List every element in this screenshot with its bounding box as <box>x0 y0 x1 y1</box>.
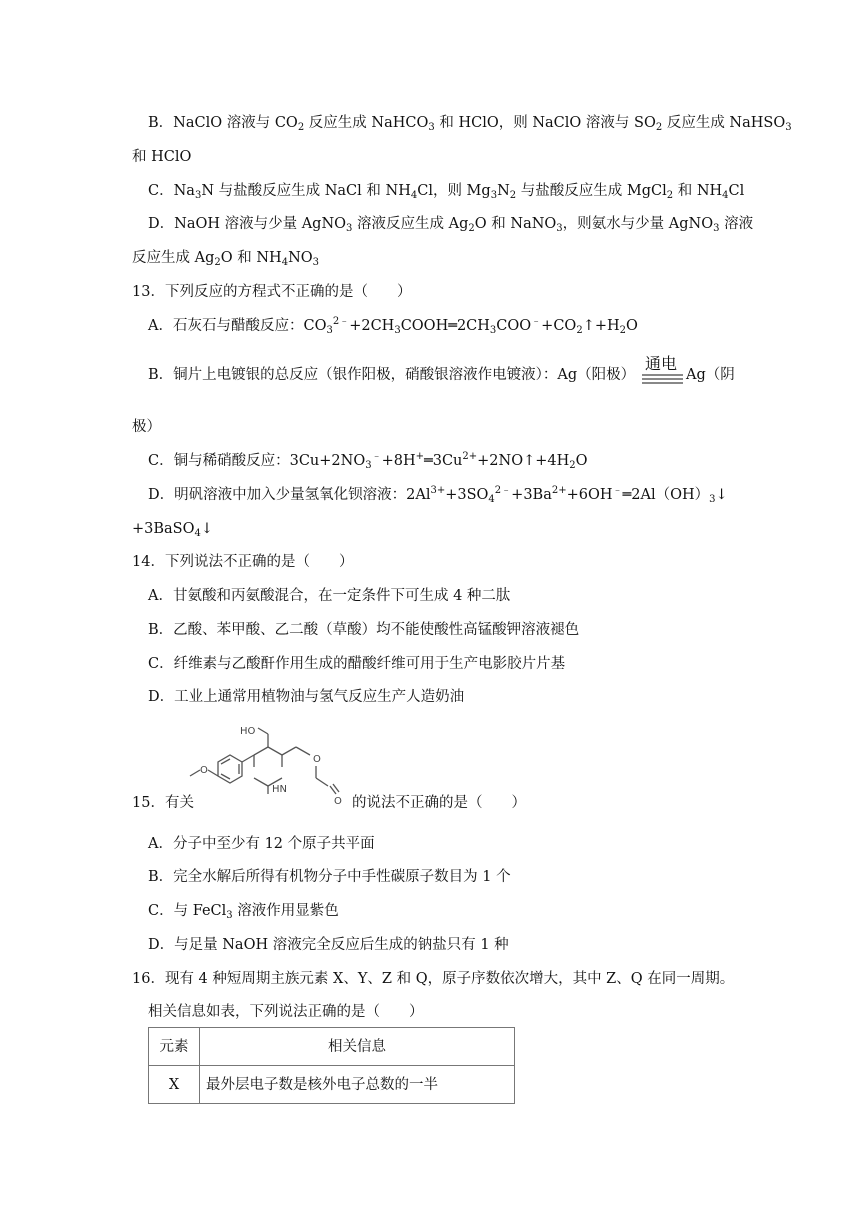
q14-option-c: C．纤维素与乙酸酐作用生成的醋酸纤维可用于生产电影胶片片基 <box>148 656 566 672</box>
q13-option-b-line2: 极） <box>132 419 161 435</box>
q13-option-d-line1: D．明矾溶液中加入少量氢氧化钡溶液：$2Al^{3+}+3SO_4^{2﹣}+3Ba^{2+}+6OH^﹣═2Al(OH)_3↓$ <box>148 485 728 505</box>
q15-option-c: C．与 FeCl$_3$ 溶液作用显紫色 <box>148 903 339 921</box>
q14-option-b: B．乙酸、苯甲酸、乙二酸（草酸）均不能使酸性高锰酸钾溶液褪色 <box>148 622 580 638</box>
q13-option-b-line1: B．铜片上电镀银的总反应（银作阳极，硝酸银溶液作电镀液）：Ag（阳极） <box>148 367 636 383</box>
q14-option-a: A．甘氨酸和丙氨酸混合，在一定条件下可生成 4 种二肽 <box>148 588 511 604</box>
q13-stem: 13．下列反应的方程式不正确的是（ ） <box>132 284 412 300</box>
table-row <box>149 1066 515 1104</box>
q12-option-d-line2: 反应生成 $Ag_2O$ 和 $NH_4NO_3$ <box>132 250 320 268</box>
table-header-row <box>149 1028 515 1066</box>
q13-option-a: A．石灰石与醋酸反应：$CO_3^{2﹣}+2CH_3COOH═2CH_3COO^﹣+CO_2↑+H_2O$ <box>148 316 638 336</box>
electrolysis-label: 通电 <box>645 354 678 373</box>
q14-stem: 14．下列说法不正确的是（ ） <box>132 554 354 570</box>
ring-o-label: O <box>313 754 321 765</box>
methoxy-o-label: O <box>200 765 208 776</box>
q13-option-c: C．铜与稀硝酸反应：$3Cu+2NO_3^﹣+8H^+═3Cu^{2+}+2NO↑+4H_2O$ <box>148 451 588 471</box>
table-header-cell: 相关信息 <box>200 1028 515 1066</box>
q12-option-d-line1: D．NaOH 溶液与少量 AgNO$_3$ 溶液反应生成 $Ag_2O$ 和 NaNO$_3$，则氨水与少量 AgNO$_3$ 溶液 <box>148 216 754 234</box>
table-header-cell: 元素 <box>149 1028 200 1066</box>
q15-stem-pre: 15．有关 <box>132 795 194 811</box>
molecule-structure <box>188 720 360 816</box>
q16-stem-line1: 16．现有 4 种短周期主族元素 X、Y、Z 和 Q，原子序数依次增大，其中 Z、Q 在同一周期。 <box>132 971 735 987</box>
q15-option-d: D．与足量 NaOH 溶液完全反应后生成的钠盐只有 1 种 <box>148 937 509 953</box>
q12-option-b-line2: 和 HClO <box>132 149 192 165</box>
structural-formula-image <box>188 720 360 816</box>
q15-stem-post: 的说法不正确的是（ ） <box>352 795 526 811</box>
hydroxyl-label: HO <box>240 726 256 737</box>
element-info-table <box>148 1027 515 1104</box>
q15-option-b: B．完全水解后所得有机物分子中手性碳原子数目为 1 个 <box>148 869 511 885</box>
table-cell: 最外层电子数是核外电子总数的一半 <box>200 1066 515 1104</box>
q12-option-c: C．$Na_3N$ 与盐酸反应生成 NaCl 和 $NH_4Cl$，则 $Mg_3N_2$ 与盐酸反应生成 MgCl$_2$ 和 $NH_4Cl$ <box>148 183 745 201</box>
carbonyl-o-label: O <box>334 796 342 807</box>
q15-option-a: A．分子中至少有 12 个原子共平面 <box>148 836 375 852</box>
q12-option-b-line1: B．NaClO 溶液与 $CO_2$ 反应生成 NaHCO$_3$ 和 HClO，则 NaClO 溶液与 $SO_2$ 反应生成 NaHSO$_3$ <box>148 115 792 133</box>
q13-option-b-tail: Ag（阴 <box>686 367 735 383</box>
electrolysis-condition <box>641 354 685 387</box>
q13-option-d-line2: +3BaSO$_4$↓ <box>132 521 214 539</box>
nh-label: HN <box>272 784 287 795</box>
q14-option-d: D．工业上通常用植物油与氢气反应生产人造奶油 <box>148 689 465 705</box>
table-cell: X <box>149 1066 200 1104</box>
equals-sign-icon <box>641 373 685 385</box>
q16-stem-line2: 相关信息如表，下列说法正确的是（ ） <box>148 1004 424 1020</box>
